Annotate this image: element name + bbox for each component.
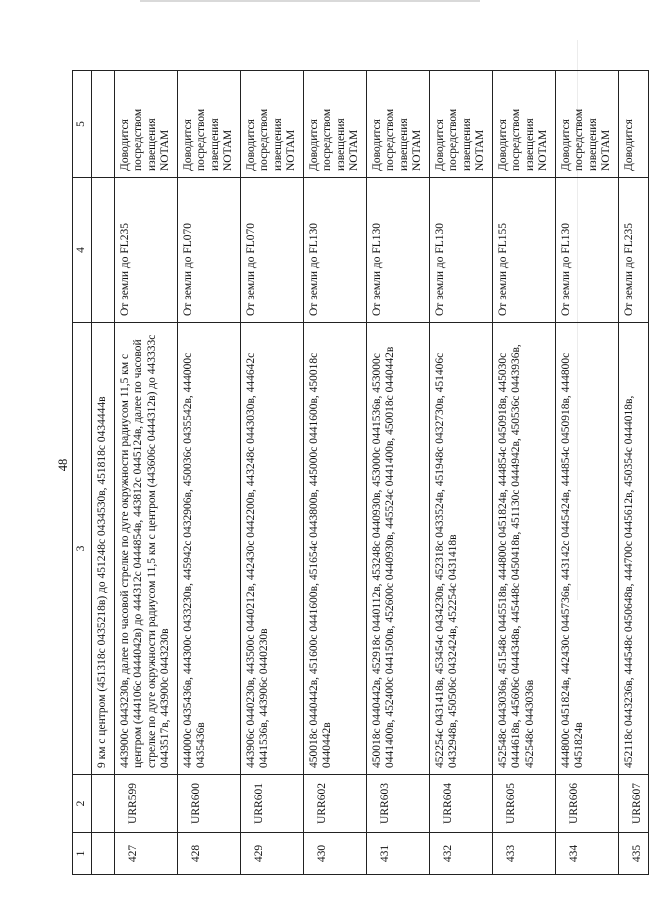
cell-coords: 444000с 0435436в, 444300с 0433230в, 445942с 0432906в, 450036с 0435542в, 444000с 0435436в bbox=[177, 323, 240, 775]
cell-code: URR602 bbox=[303, 775, 366, 833]
cell-num: 435 bbox=[618, 833, 649, 875]
table-row bbox=[303, 71, 366, 875]
cell-num: 430 bbox=[303, 833, 366, 875]
cell-coords: 443906с 0440230в, 443500с 0440212в, 442430с 0442200в, 443248с 0443030в, 444642с 0441536в, 443906с 0440230в bbox=[240, 323, 303, 775]
cell-coords: 452548с 0443036в, 451548с 0445518в, 444800с 0451824в, 444854с 0450918в, 445030с 0444618в, 445606с 0444348в, 445448с 0450418в, 451130с 0444942в, 450536с 0443936в, 452548с 0443036в bbox=[492, 323, 555, 775]
column-header-5: 5 bbox=[73, 71, 92, 178]
cell-notes: Доводится посредством извещения NOTAM bbox=[492, 71, 555, 178]
column-header-2: 2 bbox=[73, 775, 92, 833]
page-number: 48 bbox=[56, 458, 70, 472]
cell-limits: От земли до FL235 bbox=[114, 178, 177, 323]
cell-notes: Доводится посредством извещения NOTAM bbox=[366, 71, 429, 178]
cell-limits: От земли до FL070 bbox=[240, 178, 303, 323]
cell-limits: От земли до FL070 bbox=[177, 178, 240, 323]
cell-limits: От земли до FL130 bbox=[429, 178, 492, 323]
cell-limits bbox=[92, 178, 115, 323]
column-header-1: 1 bbox=[73, 833, 92, 875]
cell-limits: От земли до FL130 bbox=[366, 178, 429, 323]
table-row bbox=[366, 71, 429, 875]
cell-notes: Доводится bbox=[618, 71, 649, 178]
table-row bbox=[555, 71, 618, 875]
table-row bbox=[429, 71, 492, 875]
cell-code: URR600 bbox=[177, 775, 240, 833]
header-row bbox=[73, 71, 92, 875]
scan-edge-mark bbox=[140, 0, 480, 2]
table-row bbox=[492, 71, 555, 875]
continued-row bbox=[92, 71, 115, 875]
cell-notes: Доводится посредством извещения NOTAM bbox=[114, 71, 177, 178]
cell-num: 433 bbox=[492, 833, 555, 875]
table-row bbox=[177, 71, 240, 875]
cell-coords: 450018с 0440442в, 452918с 0440112в, 453248с 0440930в, 453000с 0441536в, 453000с 0441400в, 452400с 0441500в, 452600с 0440930в, 445524с 0441400в, 450018с 0440442в bbox=[366, 323, 429, 775]
cell-notes: Доводится посредством извещения NOTAM bbox=[177, 71, 240, 178]
cell-limits: От земли до FL235 bbox=[618, 178, 649, 323]
cell-coords: 444800с 0451824в, 442430с 0445736в, 443142с 0445424в, 444854с 0450918в, 444800с 0451824в bbox=[555, 323, 618, 775]
cell-code: URR604 bbox=[429, 775, 492, 833]
cell-notes: Доводится посредством извещения NOTAM bbox=[429, 71, 492, 178]
cell-num: 428 bbox=[177, 833, 240, 875]
table-row bbox=[618, 71, 649, 875]
cell-coords: 452118с 0443236в, 444548с 0450648в, 444700с 0445612в, 450354с 0444018в, bbox=[618, 323, 649, 775]
column-header-3: 3 bbox=[73, 323, 92, 775]
cell-coords: 450018с 0440442в, 451600с 0441600в, 451654с 0443800в, 445000с 0441600в, 450018с 0440442в bbox=[303, 323, 366, 775]
cell-notes: Доводится посредством извещения NOTAM bbox=[240, 71, 303, 178]
cell-code bbox=[92, 775, 115, 833]
cell-num: 427 bbox=[114, 833, 177, 875]
cell-num: 429 bbox=[240, 833, 303, 875]
cell-code: URR606 bbox=[555, 775, 618, 833]
cell-num bbox=[92, 833, 115, 875]
cell-notes: Доводится посредством извещения NOTAM bbox=[303, 71, 366, 178]
cell-num: 432 bbox=[429, 833, 492, 875]
rotated-page bbox=[40, 55, 643, 875]
cell-coords: 9 км с центром (451318с 0435218в) до 451248с 0434530в, 451818с 0434444в bbox=[92, 323, 115, 775]
cell-coords: 443900с 0443230в, далее по часовой стрелке по дуге окружности радиусом 11,5 км с центром (444106с 0444042в) до 444312с 0444854в, 443812с 0445124в, далее по часовой стрелке по дуге окружности радиусом 11,5 км с центром (443606с 0444312в) до 443333с 0443517в, 443900с 0443230в bbox=[114, 323, 177, 775]
cell-limits: От земли до FL130 bbox=[303, 178, 366, 323]
cell-limits: От земли до FL155 bbox=[492, 178, 555, 323]
airspace-table bbox=[72, 70, 649, 875]
cell-code: URR601 bbox=[240, 775, 303, 833]
table-row bbox=[240, 71, 303, 875]
cell-code: URR603 bbox=[366, 775, 429, 833]
cell-coords: 452254с 0431418в, 453454с 0434230в, 452318с 0433524в, 451948с 0432730в, 451406с 0432948в, 450506с 0432424в, 452254с 0431418в bbox=[429, 323, 492, 775]
cell-limits: От земли до FL130 bbox=[555, 178, 618, 323]
cell-code: URR607 bbox=[618, 775, 649, 833]
table-row bbox=[114, 71, 177, 875]
cell-code: URR599 bbox=[114, 775, 177, 833]
column-header-4: 4 bbox=[73, 178, 92, 323]
cell-num: 431 bbox=[366, 833, 429, 875]
cell-notes: Доводится посредством извещения NOTAM bbox=[555, 71, 618, 178]
cell-code: URR605 bbox=[492, 775, 555, 833]
cell-num: 434 bbox=[555, 833, 618, 875]
cell-notes bbox=[92, 71, 115, 178]
